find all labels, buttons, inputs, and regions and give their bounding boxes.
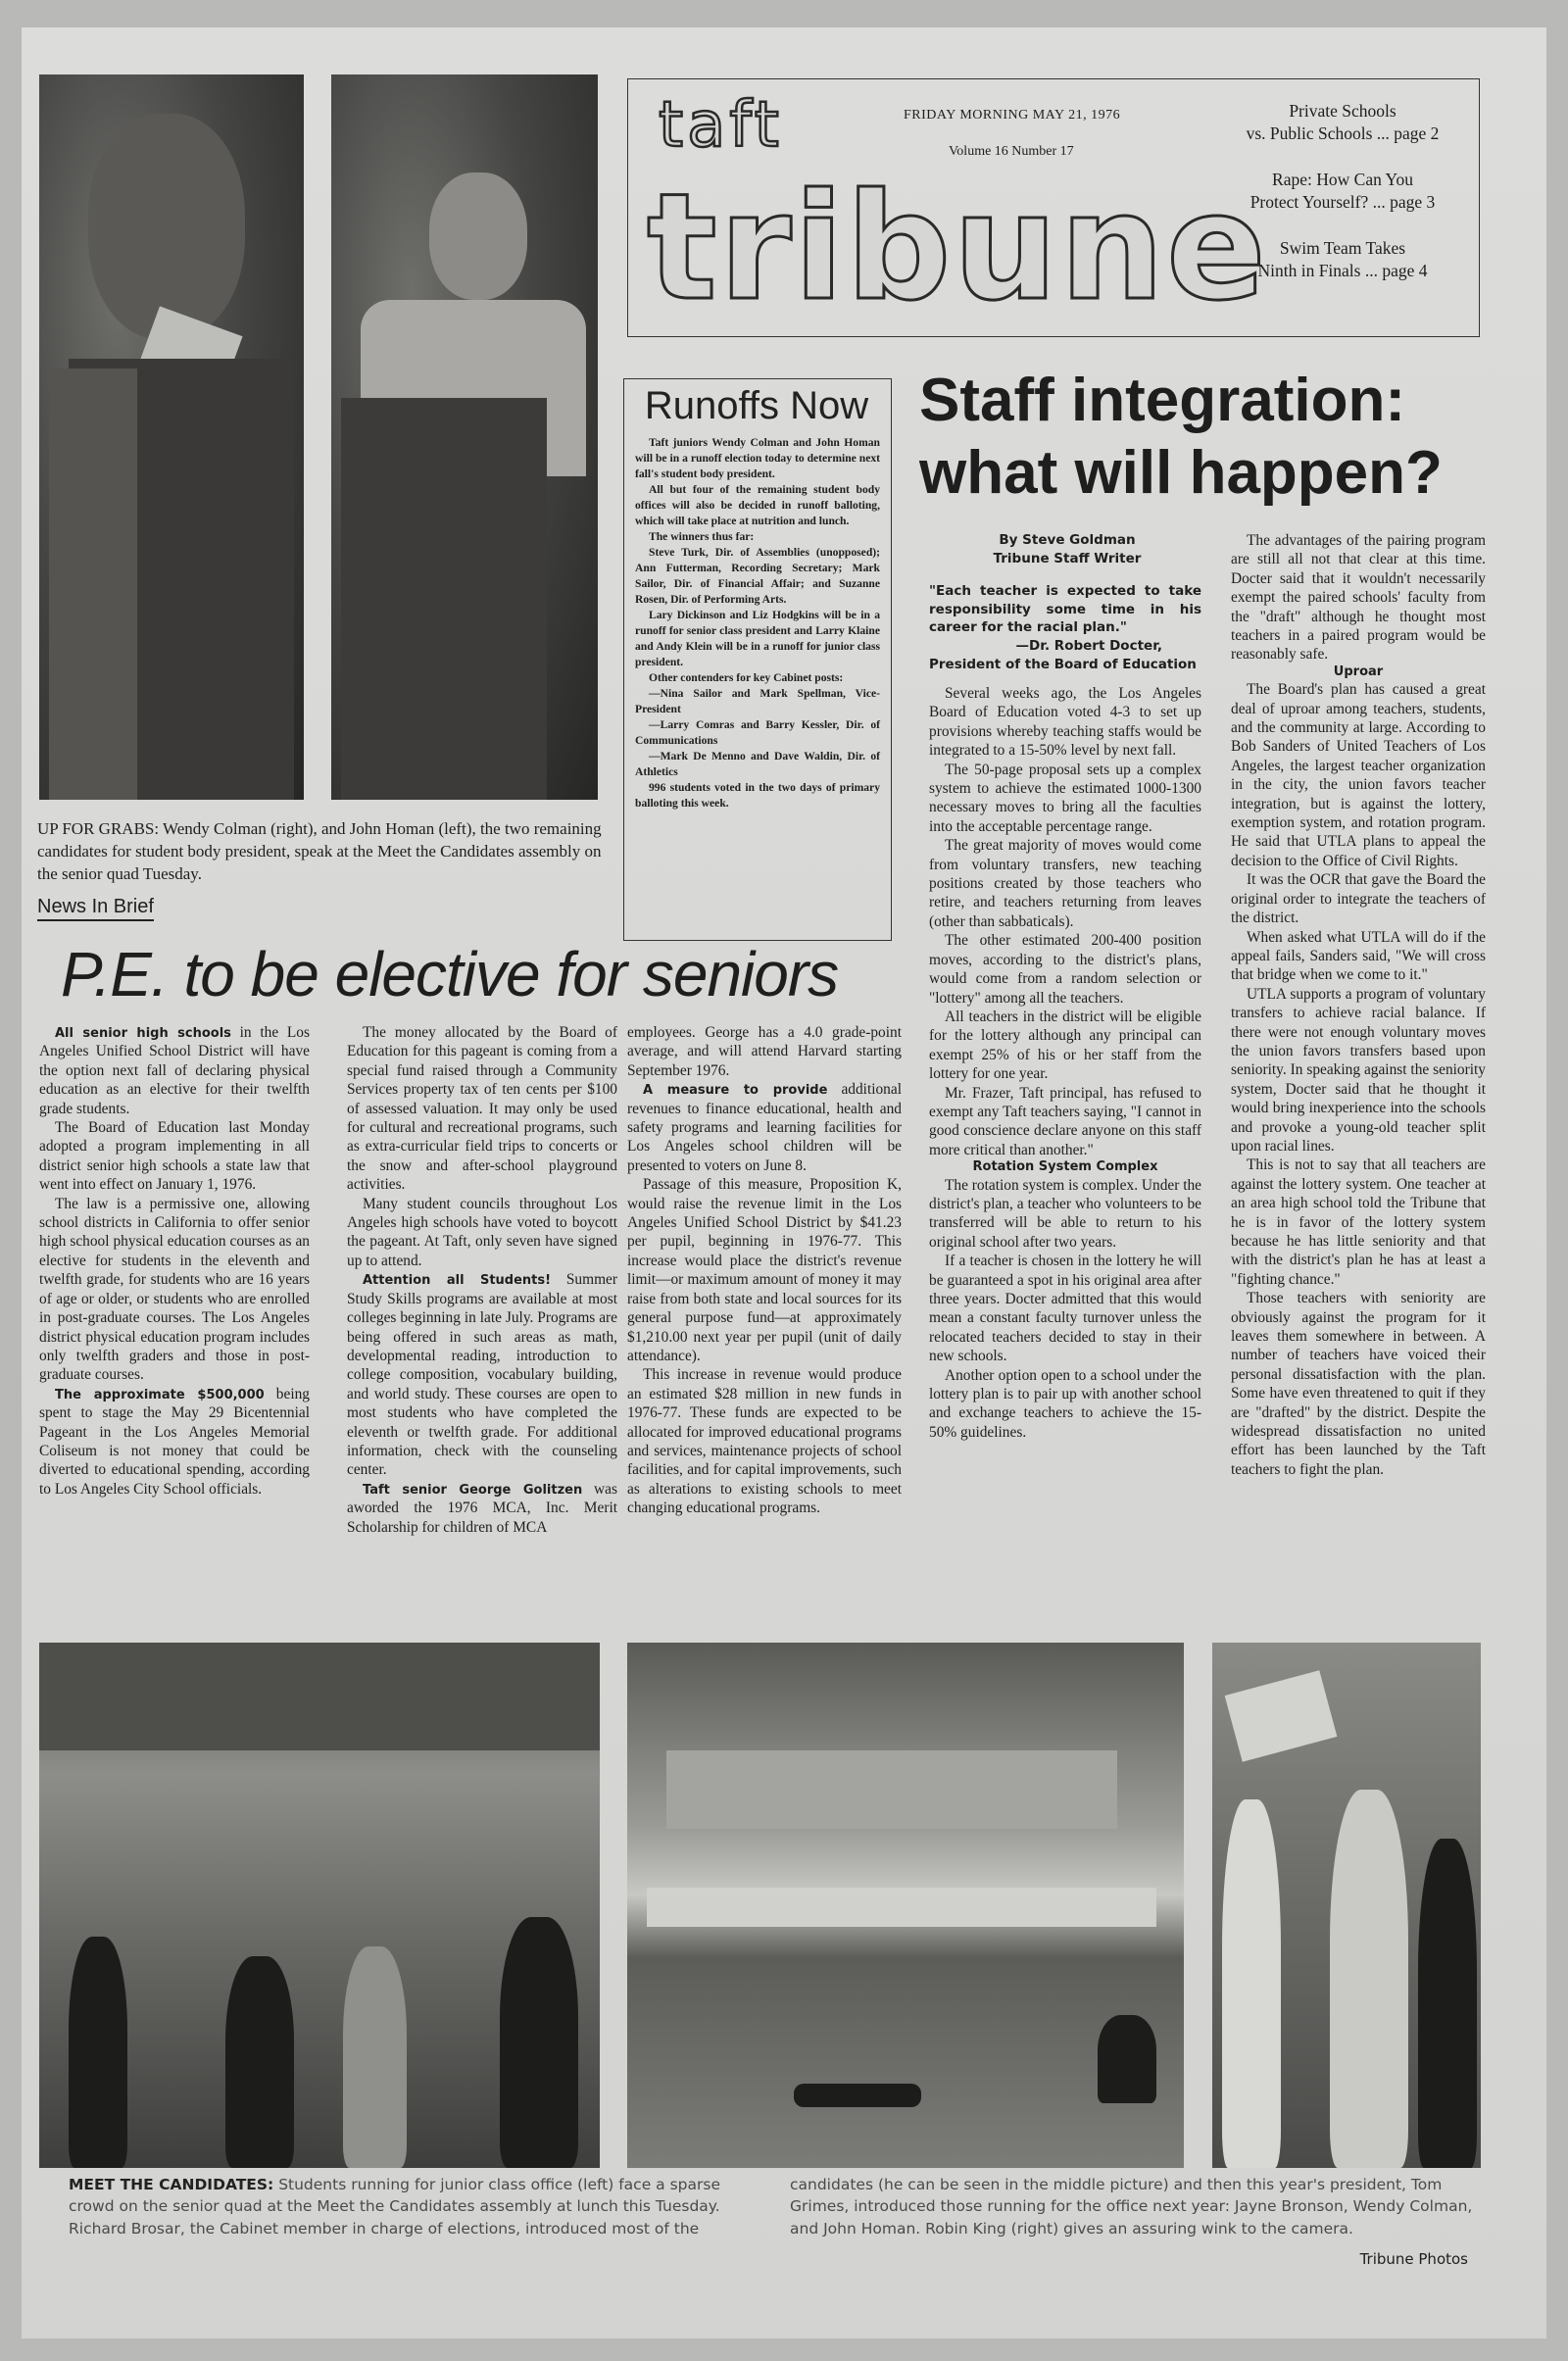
runoff-paragraph: Taft juniors Wendy Colman and John Homan will be in a runoff election today to determine next fall's student body president. <box>635 436 880 480</box>
runoff-paragraph: Steve Turk, Dir. of Assemblies (unopposed); Ann Futterman, Recording Secretary; Mark Sailor, Dir. of Financial Affair; and Suzanne Rosen, Dir. of Performing Arts. <box>635 545 880 606</box>
photo-robin-king <box>1212 1643 1481 2168</box>
lead-in: All senior high schools <box>55 1026 231 1041</box>
teaser-swim-team <box>1215 237 1470 282</box>
staff-headline-line: Staff integration: <box>919 367 1405 434</box>
paragraph <box>347 1480 617 1537</box>
staff-headline <box>919 365 1443 511</box>
paragraph <box>347 1270 617 1479</box>
byline-title: Tribune Staff Writer <box>993 550 1142 566</box>
logo-taft: taft <box>659 89 783 162</box>
teaser-line: Private Schools <box>1289 101 1396 121</box>
top-photo-caption: UP FOR GRABS: Wendy Colman (right), and John Homan (left), the two remaining candidates for student body president, speak at the Meet the Candidates assembly on the senior quad Tuesday. <box>37 819 602 884</box>
byline-author: By Steve Goldman <box>999 532 1136 548</box>
text: This increase in revenue would produce an estimated $28 million in new funds in 1976-77. These funds are expected to be allocated for improved educational programs and services, maintenance projects of school facilities, and for capital improvements, such as alterations to existing schools to meet changing educational programs. <box>627 1366 902 1517</box>
text: Many student councils throughout Los Angeles high schools have voted to boycott the pageant. At Taft, only seven have signed up to attend. <box>347 1195 617 1269</box>
paragraph <box>347 1023 617 1195</box>
teaser-private-schools <box>1215 100 1470 145</box>
paragraph <box>627 1080 902 1175</box>
text: Summer Study Skills programs are available at most colleges beginning in late July. Programs are being offered in such areas as math, developmental reading, introduction to college composition, vocabulary building, and world study. These courses are open to most students who have completed the eleventh or twelfth grade. For additional information, check with the counseling center. <box>347 1271 617 1479</box>
text: was aworded the 1976 MCA, Inc. Merit Scholarship for children of MCA <box>347 1480 617 1536</box>
photo-senior-quad-crowd <box>39 1643 600 2168</box>
paragraph <box>39 1195 310 1385</box>
caption-label: MEET THE CANDIDATES: <box>69 2176 274 2193</box>
runoff-paragraph: The winners thus far: <box>649 529 755 543</box>
paragraph: If a teacher is chosen in the lottery he will be guaranteed a spot in his original area after three years. Docter admitted that this would mean a constant faculty turnover unless the relocated teachers decided to stay in their new schools. <box>929 1253 1201 1365</box>
teaser-line: Ninth in Finals ... page 4 <box>1257 260 1428 280</box>
subhead: Rotation System Complex <box>972 1159 1158 1175</box>
paragraph <box>627 1023 902 1080</box>
staff-column-1 <box>929 684 1201 1442</box>
paragraph <box>627 1175 902 1365</box>
bottom-caption-left <box>69 2174 745 2239</box>
runoffs-text <box>635 435 880 812</box>
paragraph: The 50-page proposal sets up a complex system to achieve the estimated 1000-1300 necessary moves to bring all the faculties into the acceptable percentage range. <box>929 761 1201 835</box>
paragraph: Those teachers with seniority are obviously against the program for it leaves them somewhere in between. A number of teachers have voiced their personal dissatisfaction with the plan. Some have even threatened to quit if they are "drafted" by the district. Despite the widespread dissatisfaction no united effort has been launched by the Taft teachers to fight the plan. <box>1231 1290 1486 1478</box>
brief-column-2 <box>347 1023 617 1537</box>
paragraph: The advantages of the pairing program are still all not that clear at this time. Docter said that it wouldn't necessarily exempt the paired schools' faculty from the "draft" although he thought most teachers in a paired program would be reasonably safe. <box>1231 532 1486 664</box>
paragraph: The rotation system is complex. Under the district's plan, a teacher who volunteers to be transferred will be able to return to his original school after two years. <box>929 1176 1202 1251</box>
paragraph: This is not to say that all teachers are against the lottery system. One teacher at an area high school told the Tribune that he is in favor of the lottery system because he has little seniority and that with the district's plan he has at least a "fighting chance." <box>1231 1156 1486 1288</box>
news-in-brief-label: News In Brief <box>37 896 154 921</box>
teaser-line: Protect Yourself? ... page 3 <box>1250 191 1436 212</box>
dateline: FRIDAY MORNING MAY 21, 1976 <box>904 108 1121 123</box>
lead-in: A measure to provide <box>643 1083 828 1099</box>
paragraph: Mr. Frazer, Taft principal, has refused to exempt any Taft teachers saying, "I cannot in good conscience declare anyone on this staff more critical than another." <box>929 1084 1201 1158</box>
teaser-line: Swim Team Takes <box>1279 238 1406 258</box>
paragraph: UTLA supports a program of voluntary transfers to achieve racial balance. If there were not enough voluntary moves the union favors transfers based upon seniority. In speaking against the seniority system, Docter said that he thought it would bring inexperience into the schools and provoke a young-old teacher split upon racial lines. <box>1231 985 1486 1155</box>
runoff-paragraph: All but four of the remaining student body offices will also be decided in runoff balloting, which will take place at nutrition and lunch. <box>635 482 880 527</box>
subhead: Uproar <box>1333 664 1384 679</box>
teaser-line: Rape: How Can You <box>1272 170 1413 189</box>
text: employees. George has a 4.0 grade-point average, and will attend Harvard starting September 1976. <box>627 1024 902 1079</box>
pull-quote <box>929 582 1201 673</box>
text: being spent to stage the May 29 Bicentennial Pageant in the Los Angeles Memorial Coliseum is not money that could be diverted to educational spending, according to Los Angeles City School officials. <box>39 1385 310 1498</box>
photo-wendy-colman <box>39 74 304 800</box>
text: in the Los Angeles Unified School District will have the option next fall of declaring physical education as an elective for their twelfth grade students. <box>39 1024 310 1117</box>
teaser-rape <box>1215 169 1470 214</box>
caption-text: candidates (he can be seen in the middle picture) and then this year's president, Tom Grimes, introduced those running for the office next year: Jayne Bronson, Wendy Colman, and John Homan. Robin King (right) gives an assuring wink to the camera. <box>790 2176 1473 2238</box>
staff-headline-line: what will happen? <box>919 439 1443 508</box>
paragraph <box>39 1023 310 1118</box>
runoff-paragraph: —Mark De Menno and Dave Waldin, Dir. of Athletics <box>635 749 880 778</box>
photo-assembly-stage <box>627 1643 1184 2168</box>
pull-quote-text: "Each teacher is expected to take responsibility some time in his career for the racial plan." <box>929 583 1201 636</box>
bottom-caption-right <box>790 2174 1480 2239</box>
runoff-paragraph: Lary Dickinson and Liz Hodgkins will be in a runoff for senior class president and Larry Klaine and Andy Klein will be in a runoff for junior class president. <box>635 608 880 668</box>
paragraph: When asked what UTLA will do if the appeal fails, Sanders said, "We will cross that bridge when we come to it." <box>1231 928 1486 984</box>
logo-tribune: tribune <box>647 163 1268 333</box>
paragraph: The other estimated 200-400 position moves, according to the district's plans, would come from a random selection or "lottery" among all the teachers. <box>929 932 1201 1007</box>
brief-column-1 <box>39 1023 310 1499</box>
paragraph: Several weeks ago, the Los Angeles Board of Education voted 4-3 to set up provisions whereby teaching staffs would be integrated to a 15-50% level by next fall. <box>929 685 1201 760</box>
runoff-paragraph: Other contenders for key Cabinet posts: <box>649 670 844 684</box>
paragraph: All teachers in the district will be eligible for the lottery although any principal can exempt 25% of his or her staff from the lottery for one year. <box>929 1008 1201 1083</box>
staff-column-2 <box>1231 531 1486 1479</box>
brief-column-3 <box>627 1023 902 1518</box>
pull-quote-attribution: —Dr. Robert Docter, <box>1015 637 1162 654</box>
runoff-paragraph: 996 students voted in the two days of primary balloting this week. <box>635 780 880 810</box>
volume-number: Volume 16 Number 17 <box>949 144 1074 159</box>
paragraph: The Board's plan has caused a great deal of uproar among teachers, students, and the community at large. According to Bob Sanders of United Teachers of Los Angeles, the largest teacher organization in the city, the union favors teacher integration, but is against the lottery, exemption system, and rotation program. He said that UTLA plans to appeal the decision to the Office of Civil Rights. <box>1231 681 1486 869</box>
text: The money allocated by the Board of Education for this pageant is coming from a special fund raised through a Community Services property tax of ten cents per $100 of assessed valuation. It may only be used for cultural and recreational programs, such as extra-curricular field trips to concerts or the snow and after-school playground activities. <box>347 1024 617 1194</box>
paragraph: Another option open to a school under the lottery plan is to pair up with another school and exchange teachers to achieve the 15-50% guidelines. <box>929 1366 1201 1441</box>
paragraph: The great majority of moves would come from voluntary transfers, new teaching positions created by those teachers who retire, and teachers returning from leaves (other than sabbaticals). <box>929 837 1201 930</box>
pull-quote-attribution: President of the Board of Education <box>929 656 1197 672</box>
paragraph <box>627 1365 902 1517</box>
paragraph <box>39 1118 310 1195</box>
photo-john-homan <box>331 74 598 800</box>
text: additional revenues to finance educational, health and safety programs and learning facilities for Los Angeles school children will be presented to voters on June 8. <box>627 1081 902 1174</box>
paragraph <box>347 1195 617 1271</box>
lead-in: Taft senior George Golitzen <box>363 1482 583 1498</box>
text: The law is a permissive one, allowing school districts in California to offer senior high school physical education courses as an elective for students in the eleventh and twelfth grade, for students who are 16 years of age or older, or students who are enrolled in post-graduate courses. The Los Angeles district physical education program includes only twelfth graders and those in post-graduate courses. <box>39 1195 310 1384</box>
text: The Board of Education last Monday adopted a program implementing in all district senior high schools a state law that went into effect on January 1, 1976. <box>39 1119 310 1194</box>
pe-headline: P.E. to be elective for seniors <box>61 939 839 1009</box>
photo-credit: Tribune Photos <box>1359 2250 1468 2268</box>
paragraph: It was the OCR that gave the Board the original order to integrate the teachers of the district. <box>1231 871 1486 927</box>
lead-in: The approximate $500,000 <box>55 1387 265 1402</box>
runoffs-title: Runoffs Now <box>644 384 869 427</box>
byline <box>929 531 1205 568</box>
runoff-paragraph: —Nina Sailor and Mark Spellman, Vice-President <box>635 686 880 715</box>
text: Passage of this measure, Proposition K, would raise the revenue limit in the Los Angeles Unified School District by $41.23 per pupil, beginning in 1976-77. This increase would place the district's revenue limit—or maximum amount of money it may raise from both state and local sources for its general purpose fund—at approximately $1,210.00 next year per pupil (unit of daily attendance). <box>627 1176 902 1364</box>
lead-in: Attention all Students! <box>363 1273 552 1289</box>
runoff-paragraph: —Larry Comras and Barry Kessler, Dir. of Communications <box>635 717 880 747</box>
caption-text: Students running for junior class office (left) face a sparse crowd on the senior quad at the Meet the Candidates assembly at lunch this Tuesday. Richard Brosar, the Cabinet member in charge of elections, introduced most of the <box>69 2176 720 2238</box>
teaser-line: vs. Public Schools ... page 2 <box>1246 123 1440 143</box>
paragraph <box>39 1385 310 1499</box>
